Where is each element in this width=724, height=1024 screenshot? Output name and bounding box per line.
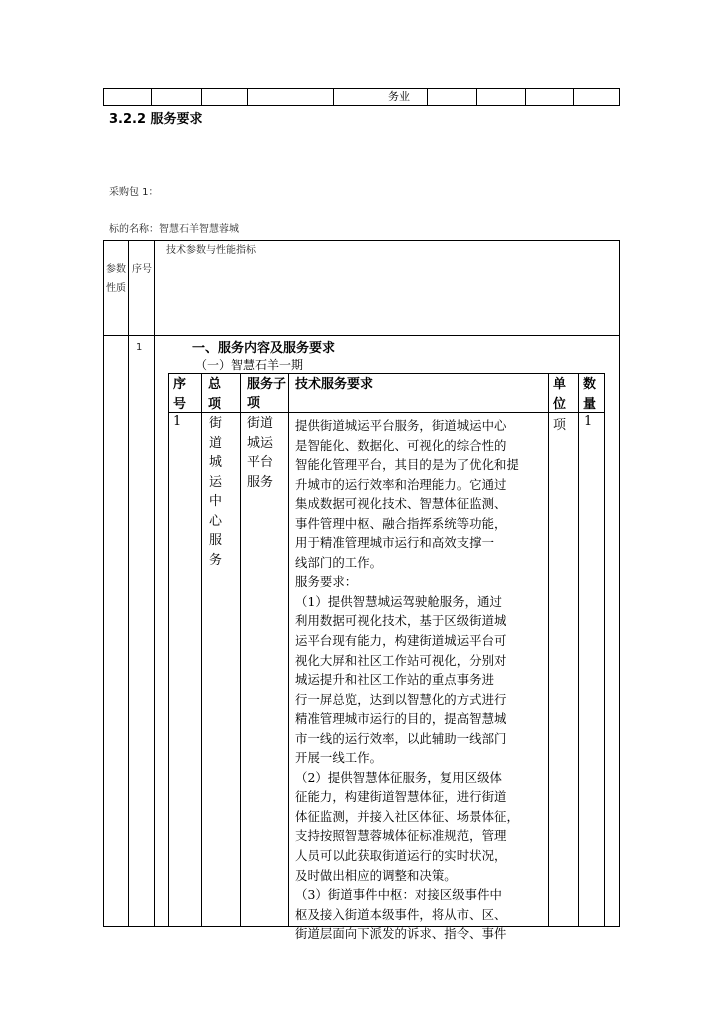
text-line: 征能力，构建街道智慧体征，进行街道 bbox=[295, 789, 507, 805]
text-line: 街道层面向下派发的诉求、指令、事件 bbox=[295, 926, 507, 942]
cell-divider bbox=[247, 89, 248, 105]
service-subitem-header: 服务子项 bbox=[247, 377, 287, 411]
table-cell-text: 务业 bbox=[388, 90, 410, 103]
tech-requirements-header: 技术服务要求 bbox=[295, 377, 374, 392]
service-subitem-cell: 街道城运平台服务 bbox=[247, 416, 274, 490]
quantity-cell: 1 bbox=[584, 414, 593, 429]
text-line: 智能化管理平台，其目的是为了优化和提 bbox=[295, 457, 519, 473]
column-divider bbox=[154, 241, 155, 926]
package-label: 采购包 1： bbox=[109, 187, 159, 198]
text-line: 是智能化、数据化、可视化的综合性的 bbox=[295, 437, 507, 453]
column-divider bbox=[288, 374, 289, 927]
text-line: 精准管理城市运行的目的，提高智慧城 bbox=[295, 711, 507, 727]
quantity-header: 数量 bbox=[583, 377, 597, 412]
text-line: 线部门的工作。 bbox=[295, 554, 383, 570]
unit-header: 单位 bbox=[553, 377, 567, 412]
column-divider bbox=[548, 374, 549, 927]
text-line: 开展一线工作。 bbox=[295, 750, 383, 766]
cell-divider bbox=[476, 89, 477, 105]
column-divider bbox=[128, 241, 129, 926]
header-divider bbox=[104, 335, 619, 336]
text-line: （1）提供智慧城运驾驶舱服务，通过 bbox=[295, 593, 502, 609]
seq-header: 序号 bbox=[132, 264, 152, 275]
bid-name-label: 标的名称：智慧石羊智慧蓉城 bbox=[109, 224, 239, 235]
text-line: 集成数据可视化技术、智慧体征监测、 bbox=[295, 496, 507, 512]
previous-table-row bbox=[103, 88, 620, 106]
text-line: 服务要求： bbox=[295, 574, 358, 590]
tech-params-header: 技术参数与性能指标 bbox=[166, 245, 256, 256]
inner-row-seq: 1 bbox=[173, 414, 182, 429]
cell-divider bbox=[201, 89, 202, 105]
cell-divider bbox=[573, 89, 574, 105]
text-line: （3）街道事件中枢：对接区级事件中 bbox=[295, 887, 502, 903]
text-line: 支持按照智慧蓉城体征标准规范，管理 bbox=[295, 828, 507, 844]
section-title: 一、服务内容及服务要求 bbox=[192, 341, 336, 356]
text-line: 人员可以此获取街道运行的实时状况， bbox=[295, 848, 507, 864]
text-line: 事件管理中枢、融合指挥系统等功能， bbox=[295, 515, 507, 531]
text-line: 升城市的运行效率和治理能力。它通过 bbox=[295, 476, 507, 492]
total-item-cell: 街道城运中心服务 bbox=[209, 416, 223, 568]
column-divider bbox=[240, 374, 241, 927]
text-line: 及时做出相应的调整和决策。 bbox=[295, 867, 457, 883]
text-line: 枢及接入街道本级事件，将从市、区、 bbox=[295, 906, 507, 922]
tech-requirements-cell bbox=[295, 416, 543, 944]
row-number: 1 bbox=[136, 342, 143, 353]
text-line: 利用数据可视化技术，基于区级街道城 bbox=[295, 613, 507, 629]
column-divider bbox=[578, 374, 579, 927]
text-line: 视化大屏和社区工作站可视化，分别对 bbox=[295, 652, 507, 668]
param-nature-header: 参数性质 bbox=[106, 264, 126, 294]
text-line: （2）提供智慧体征服务，复用区级体 bbox=[295, 769, 502, 785]
text-line: 市一线的运行效率，以此辅助一线部门 bbox=[295, 730, 507, 746]
cell-divider bbox=[525, 89, 526, 105]
unit-cell: 项 bbox=[553, 418, 567, 433]
header-divider bbox=[169, 412, 604, 413]
text-line: 城运提升和社区工作站的重点事务进 bbox=[295, 672, 495, 688]
column-divider bbox=[201, 374, 202, 927]
total-item-header: 总项 bbox=[208, 377, 222, 412]
text-line: 用于精准管理城市运行和高效支撑一 bbox=[295, 535, 495, 551]
cell-divider bbox=[151, 89, 152, 105]
text-line: 体征监测，并接入社区体征、场景体征， bbox=[295, 808, 519, 824]
text-line: 运平台现有能力，构建街道城运平台可 bbox=[295, 633, 507, 649]
text-line: 行一屏总览，达到以智慧化的方式进行 bbox=[295, 691, 507, 707]
cell-divider bbox=[427, 89, 428, 105]
text-line: 提供街道城运平台服务，街道城运中心 bbox=[295, 418, 507, 433]
inner-seq-header: 序号 bbox=[173, 377, 187, 412]
section-heading: 3.2.2 服务要求 bbox=[109, 112, 203, 127]
subsection-title: （一）智慧石羊一期 bbox=[195, 358, 304, 372]
cell-divider bbox=[333, 89, 334, 105]
